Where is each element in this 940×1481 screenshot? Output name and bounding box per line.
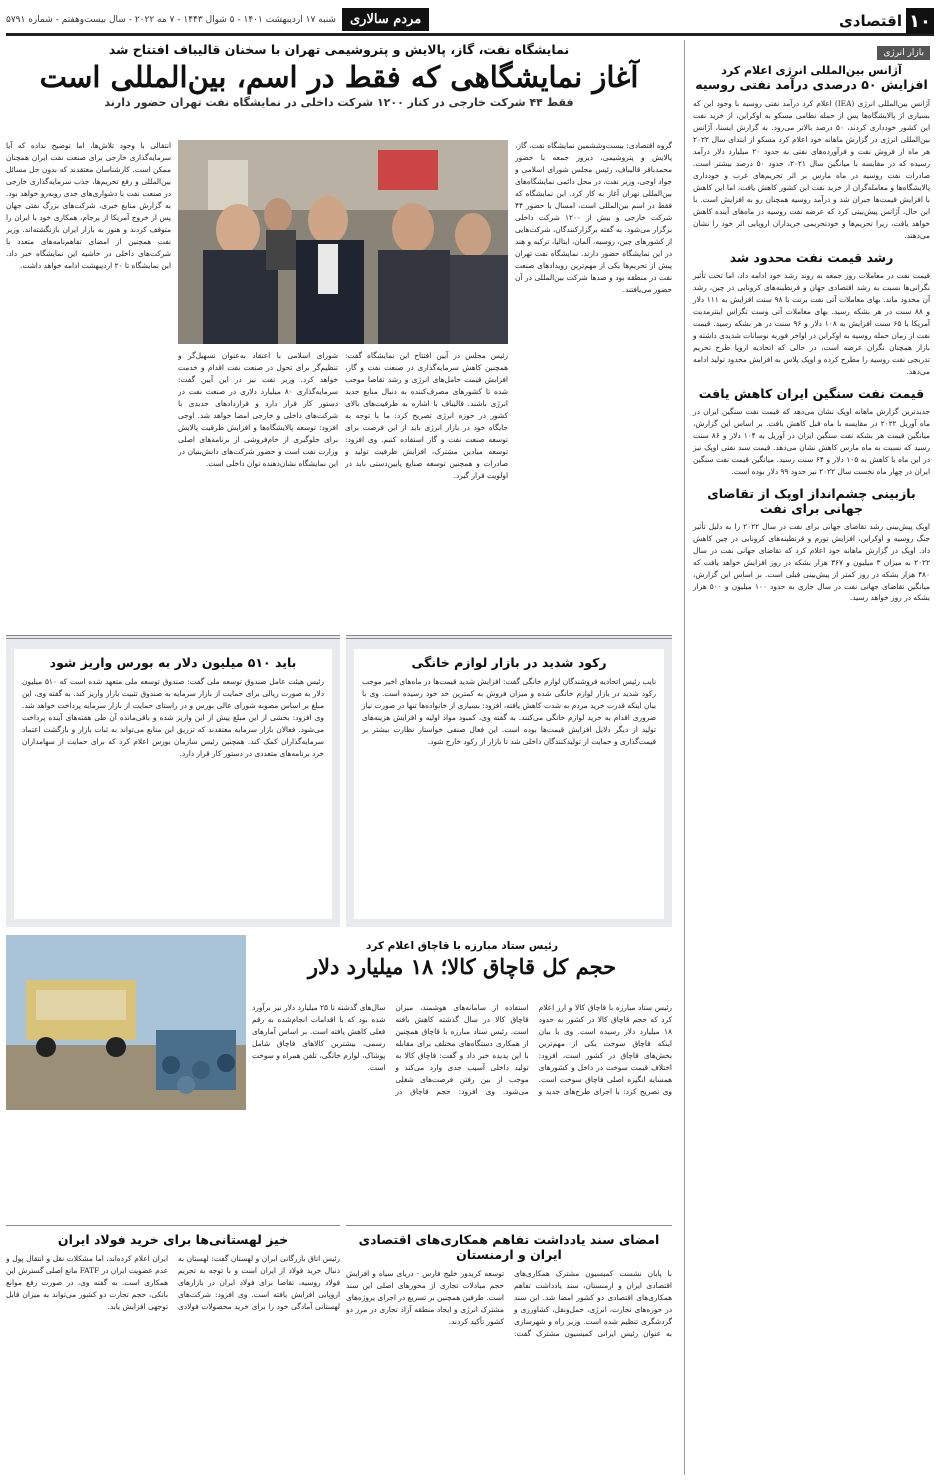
article-kicker: آژانس بین‌المللی انرژی اعلام کرد xyxy=(721,64,902,77)
smuggling-headline: حجم کل قاچاق کالا؛ ۱۸ میلیارد دلار xyxy=(307,954,617,979)
article-body: قیمت نفت در معاملات روز جمعه به روند رشد خود ادامه داد، اما تحت تأثیر نگرانی‌ها نسبت به رشد اقتصادی جهان و قرنطینه‌های کرونایی در چین، رشد آن محدود ماند. بهای معاملات آتی نفت برنت با ۹۸ سنت افزایش به ۱۱۱ دلار و ۸۸ سنت در هر بشکه رسید. بهای معاملات آتی وست تگزاس اینترمدیت آمریکا با ۶۵ سنت افزایش به ۱۰۸ دلار و ۹۶ سنت در هر بشکه رسید. قیمت نفت از زمان حمله روسیه به اوکراین در اواخر فوریه نوسانات شدیدی داشته و بازار همچنان نگران عرضه است، در حالی که اتحادیه اروپا طرح تحریم تدریجی نفت روسیه را مطرح کرده و اوپک پلاس به افزایش محدود تولید ادامه می‌دهد. xyxy=(693,270,931,376)
lead-headline: آغاز نمایشگاهی که فقط در اسم، بین‌المللی است xyxy=(39,60,639,94)
article-body: اوپک پیش‌بینی رشد تقاضای جهانی برای نفت در سال ۲۰۲۲ را به دلیل تأثیر جنگ روسیه و اوکراین، افزایش تورم و قرنطینه‌های کرونایی در چین کاهش داد. اوپک در گزارش ماهانه خود اعلام کرد که تقاضای جهانی نفت در سال ۲۰۲۲ به میزان ۳ میلیون و ۳۶۷ هزار بشکه در روز افزایش خواهد یافت که ۴۸۰ هزار بشکه در روز کمتر از پیش‌بینی قبلی است. بر اساس این گزارش، میانگین تقاضای جهانی نفت در سال جاری به حدود ۱۰۰ میلیون و ۵۰۰ هزار بشکه در روز خواهد رسید. xyxy=(693,521,930,603)
article-body: رئیس اتاق بازرگانی ایران و لهستان گفت: لهستان به دنبال خرید فولاد از ایران است و با توجه به تحریم فولاد روسیه، تقاضا برای فولاد ایران در بازارهای اروپایی افزایش یافته است. وی افزود: شرکت‌های لهستانی آمادگی خود را برای خرید محصولات فولادی ایران اعلام کرده‌اند، اما مشکلات نقل و انتقال پول و عدم عضویت ایران در FATF مانع اصلی گسترش این همکاری است. به گفته وی، در صورت رفع موانع بانکی، حجم تجارت دو کشور می‌تواند به میزان قابل توجهی افزایش یابد. xyxy=(6,1254,340,1311)
box-body: رئیس هیئت عامل صندوق توسعه ملی گفت: صندوق توسعه ملی متعهد شده است که ۵۱۰ میلیون دلار به صورت ریالی برای حمایت از بازار سرمایه به صندوق تثبیت بازار واریز کند. به گفته وی، این مبلغ بر اساس مصوبه شورای عالی بورس و در راستای حمایت از بازار سرمایه پرداخت خواهد شد. وی افزود: بخشی از این مبلغ پیش از این واریز شده و باقی‌مانده آن طی هفته‌های آینده پرداخت می‌شود. فعالان بازار سرمایه معتقدند که تزریق این منابع می‌تواند به ثبات بازار و بازگشت اعتماد سرمایه‌گذاران کمک کند. همچنین رئیس سازمان بورس اعلام کرد که برای حمایت از سهامداران خرد برنامه‌های متعددی در دستور کار قرار دارد. xyxy=(22,677,325,758)
section-name: اقتصادی xyxy=(839,12,902,30)
right-column xyxy=(684,40,934,1475)
section-tag: بازار انرژی xyxy=(877,46,930,60)
smuggling-header xyxy=(252,940,672,1000)
subheading: قیمت نفت سنگین ایران کاهش یافت xyxy=(698,385,925,401)
subheading: رشد قیمت نفت محدود شد xyxy=(729,249,894,265)
paper-logo: مردم سالاری xyxy=(342,8,429,31)
lead-column: انتقالی با وجود تلاش‌ها، اما توضیح نداده که آیا سرمایه‌گذاری خارجی برای صنعت نفت ایران همچنان ممکن است. کارشناسان معتقدند که بدون حل مسائل بین‌المللی و رفع تحریم‌ها، جذب سرمایه‌گذاری خارجی در صنعت نفت با دشواری‌های جدی روبه‌رو خواهد بود. به گزارش منابع خبری، شرکت‌های بزرگ نفتی جهان پس از خروج آمریکا از برجام، همکاری خود با ایران را متوقف کردند و هنوز به بازار ایران بازنگشته‌اند. وزیر نفت همچنین از امضای تفاهم‌نامه‌های متعدد با شرکت‌های داخلی در حاشیه این نمایشگاه خبر داد. این نمایشگاه تا ۲۰ اردیبهشت ادامه خواهد داشت. xyxy=(6,141,171,270)
lead-kicker: نمایشگاه نفت، گاز، پالایش و پتروشیمی تهران با سخنان قالیباف افتتاح شد xyxy=(108,42,570,57)
article-headline: افزایش ۵۰ درصدی درآمد نفتی روسیه xyxy=(695,77,928,92)
article-body: با پایان نشست کمیسیون مشترک همکاری‌های اقتصادی ایران و ارمنستان، سند یادداشت تفاهم همکاری‌های اقتصادی دو کشور امضا شد. این سند در حوزه‌های تجارت، انرژی، حمل‌ونقل، کشاورزی و گردشگری تنظیم شده است. وزیر راه و شهرسازی به عنوان رئیس ایرانی کمیسیون مشترک گفت: توسعه کریدور خلیج فارس - دریای سیاه و افزایش حجم مبادلات تجاری از محورهای اصلی این سند است. طرفین همچنین بر تسریع در اجرای پروژه‌های مشترک انرژی و ایجاد منطقه آزاد تجاری در مرز دو کشور تأکید کردند. xyxy=(346,1269,672,1338)
poland-steel-article xyxy=(6,1225,340,1475)
box-title: باید ۵۱۰ میلیون دلار به بورس واریز شود xyxy=(49,655,297,670)
lead-column: شورای اسلامی با اعتقاد به‌عنوان تسهیل‌گر و تنظیم‌گر برای تحول در صنعت نفت اقدام و خدمت خواهد کرد. وزیر نفت نیز در این آیین گفت: سرمایه‌گذاری ۸۰ میلیارد دلاری در صنعت نفت در دستور کار قرار دارد و قراردادهای جدیدی با شرکت‌های داخلی و خارجی امضا خواهد شد. اوجی افزود: توسعه پالایشگاه‌ها و افزایش ظرفیت پالایش برای جلوگیری از خام‌فروشی از برنامه‌های اصلی وزارت نفت است و حضور شرکت‌های دانش‌بنیان در این نمایشگاه نشان‌دهنده توان داخلی است. xyxy=(178,351,338,468)
article-title: خیز لهستانی‌ها برای خرید فولاد ایران xyxy=(57,1232,289,1247)
box-body: نایب رئیس اتحادیه فروشندگان لوازم خانگی گفت: افزایش شدید قیمت‌ها در ماه‌های اخیر موجب رکود شدید در بازار لوازم خانگی شده و میزان فروش به کمترین حد خود رسیده است. وی با بیان اینکه قدرت خرید مردم به شدت کاهش یافته، افزود: بسیاری از خانواده‌ها تنها در صورت نیاز ضروری اقدام به خرید لوازم خانگی می‌کنند. به گفته وی، کمبود مواد اولیه و افزایش هزینه‌های تولید از دیگر دلایل افزایش قیمت‌ها بوده است. این فعال صنفی خواستار نظارت بیشتر بر قیمت‌گذاری و حمایت از تولیدکنندگان داخلی شد تا بازار از رکود خارج شود. xyxy=(362,677,656,746)
masthead xyxy=(6,6,934,36)
lead-column: گروه اقتصادی: بیست‌وششمین نمایشگاه نفت، گاز، پالایش و پتروشیمی، دیروز جمعه با حضور محمدباقر قالیباف، رئیس مجلس شورای اسلامی و جواد اوجی، وزیر نفت، در محل دائمی نمایشگاه‌های بین‌المللی تهران آغاز به کار کرد. این نمایشگاه که فقط در اسم بین‌المللی است، امسال با حضور ۴۴ شرکت خارجی و بیش از ۱۲۰۰ شرکت داخلی برگزار می‌شود. به گفته برگزارکنندگان، شرکت‌هایی از کشورهای چین، روسیه، آلمان، ایتالیا، ترکیه و هند در این نمایشگاه حضور دارند. نمایشگاه نفت تهران پیش از تحریم‌ها یکی از مهم‌ترین رویدادهای صنعت نفت در منطقه بود و صدها شرکت بین‌المللی در آن حضور می‌یافتند. xyxy=(515,141,672,294)
paper-branding xyxy=(6,8,429,31)
smuggling-body: رئیس ستاد مبارزه با قاچاق کالا و ارز اعلام کرد که حجم قاچاق کالا در کشور به حدود ۱۸ میلیارد دلار رسیده است. وی با بیان اینکه قاچاق سوخت یکی از مهم‌ترین بخش‌های قاچاق در کشور است، افزود: اختلاف قیمت سوخت در داخل و کشورهای همسایه انگیزه اصلی قاچاق سوخت است. وی تصریح کرد: با اجرای طرح‌های جدید و استفاده از سامانه‌های هوشمند، میزان قاچاق کالا در سال گذشته کاهش یافته است. رئیس ستاد مبارزه با قاچاق همچنین از همکاری دستگاه‌های مختلف برای مقابله با این پدیده خبر داد و گفت: قاچاق کالا به تولید داخلی آسیب جدی وارد می‌کند و موجب از بین رفتن فرصت‌های شغلی می‌شود. وی افزود: حجم قاچاق در سال‌های گذشته تا ۲۵ میلیارد دلار نیز برآورد شده بود که با اقدامات انجام‌شده به رقم فعلی کاهش یافته است. بر اساس آمارهای رسمی، بیشترین کالاهای قاچاق شامل پوشاک، لوازم خانگی، تلفن همراه و سوخت است. xyxy=(252,1003,672,1096)
lead-photo xyxy=(178,140,508,344)
date-line: شنبه ۱۷ اردیبهشت ۱۴۰۱ - ۵ شوال ۱۴۴۳ - ۷ مه ۲۰۲۲ - سال بیست‌وهفتم - شماره ۵۷۹۱ xyxy=(6,14,336,25)
stock-market-box xyxy=(6,635,340,927)
appliance-market-box xyxy=(346,635,672,927)
box-title: رکود شدید در بازار لوازم خانگی xyxy=(411,655,607,670)
smuggling-kicker: رئیس ستاد مبارزه با قاچاق اعلام کرد xyxy=(365,940,559,952)
page-number: ۱۰ xyxy=(906,8,934,34)
lead-column: رئیس مجلس در آیین افتتاح این نمایشگاه گفت: همچنین کاهش سرمایه‌گذاری در صنعت نفت و گاز، افزایش قیمت حامل‌های انرژی و رشد تقاضا موجب شده تا کشورهای مصرف‌کننده به دنبال منابع جدید انرژی باشند. قالیباف با اشاره به ظرفیت‌های بالای کشور در حوزه انرژی تصریح کرد: ما با توجه به جایگاه خود در بازار انرژی باید از این فرصت برای توسعه صنعت نفت و گاز استفاده کنیم. وی افزود: توسعه میادین مشترک، افزایش ظرفیت تولید و صادرات و همچنین توسعه صنایع پایین‌دستی باید در اولویت قرار گیرد. xyxy=(345,351,508,480)
armenia-article xyxy=(346,1225,672,1475)
lead-story-header xyxy=(6,40,672,115)
smuggling-photo xyxy=(6,935,246,1110)
article-body: آژانس بین‌المللی انرژی (IEA) اعلام کرد درآمد نفتی روسیه با وجود این که بسیاری از پالایشگاه‌ها پس از حمله نظامی مسکو به اوکراین، از خرید نفت این کشور خودداری کردند، ۵۰ درصد بالاتر می‌رود. به گزارش ایسنا، آژانس بین‌المللی انرژی در گزارش ماهانه خود اعلام کرد مسکو از ابتدای سال ۲۰۲۲ هر ماه از فروش نفت و فرآورده‌های نفتی به حدود ۲۰ میلیارد دلار درآمد رسیده که در مقایسه با میانگین سال ۲۰۲۱، حدود ۵۰ درصد بیشتر است. صادرات نفت روسیه در ماه مارس بر اثر تحریم‌های غرب و خودداری پالایشگاه‌ها و معامله‌گران از خرید نفت این کشور کاهش یافت، اما این کاهش با افزایش قیمت‌ها جبران شد و درآمد روسیه همچنان رو به افزایش است. با این حال، آژانس پیش‌بینی کرد که عرضه نفت روسیه در ماه‌های آینده کاهش خواهد یافت، زیرا تحریم‌ها و خودتحریمی خریداران اروپایی اثر خود را نشان می‌دهند. xyxy=(693,99,930,240)
article-body: جدیدترین گزارش ماهانه اوپک نشان می‌دهد که قیمت نفت سنگین ایران در ماه آوریل ۲۰۲۲ در مقایسه با ماه قبل کاهش یافت. بر اساس این گزارش، میانگین قیمت هر بشکه نفت سنگین ایران در آوریل به ۱۰۴ دلار و ۸۶ سنت رسید که نسبت به ماه مارس کاهش نشان می‌دهد. قیمت سبد نفتی اوپک نیز در این ماه با کاهش به ۱۰۵ دلار و ۶۴ سنت رسید. میانگین قیمت نفت سنگین ایران در چهار ماه نخست سال ۲۰۲۲ نیز حدود ۹۹ دلار بوده است. xyxy=(693,406,930,476)
article-title: امضای سند یادداشت تفاهم همکاری‌های اقتصادی ایران و ارمنستان xyxy=(358,1232,660,1262)
section-header xyxy=(839,8,934,34)
lead-subhead: فقط ۴۴ شرکت خارجی در کنار ۱۲۰۰ شرکت داخلی در نمایشگاه نفت تهران حضور دارند xyxy=(104,96,574,109)
subheading: بازبینی چشم‌انداز اوپک از تقاضای جهانی برای نفت xyxy=(707,485,916,516)
